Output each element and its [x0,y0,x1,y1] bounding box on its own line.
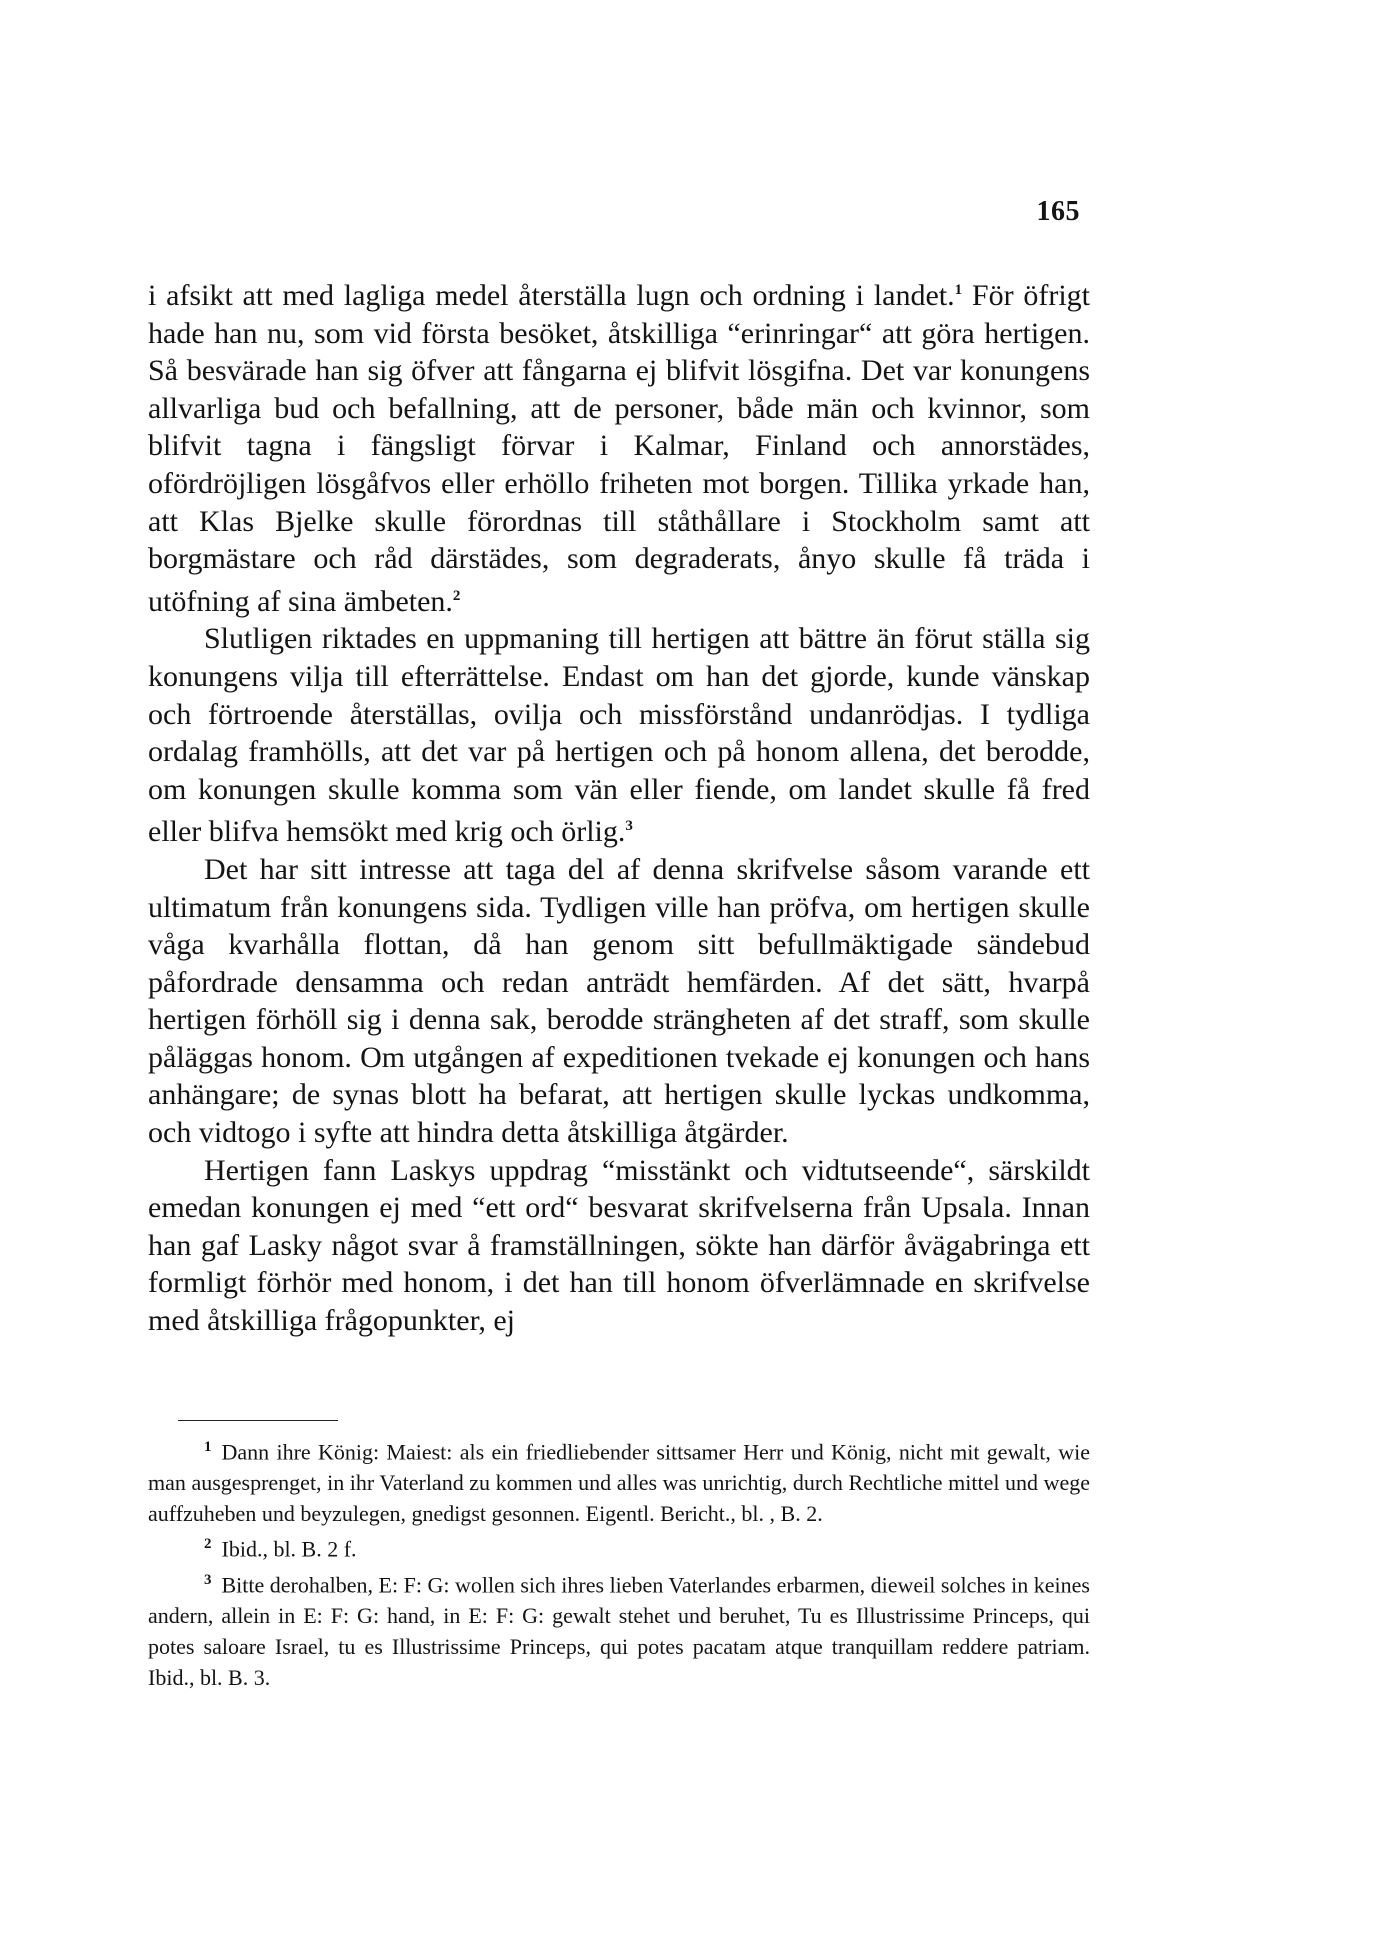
footnote-reference: 2 [452,587,461,604]
footnote-text: Dann ihre König: Maiest: als ein friedliebender sittsamer Herr und König, nicht mit gewalt, wie man ausgesprenget, in ihr Vaterland zu kommen und alles was unrichtig, durch Rechtliche mittel und wege auffzuheben und beyzulegen, gnedigst gesonnen. Eigentl. Bericht., bl. , B. 2. [148,1439,1090,1527]
footnotes [148,1432,1090,1693]
footnote-marker: 3 [204,1571,212,1588]
paragraph [148,272,1090,620]
paragraph [148,1152,1090,1340]
text-run: Det har sitt intresse att taga del af denna skrifvelse såsom varande ett ultimatum från konungens sida. Tydligen ville han pröfva, om hertigen skulle våga kvarhålla flottan, då han genom sitt befullmäktigade sändebud påfordrade densamma och redan anträdt hemfärden. Af det sätt, hvarpå hertigen förhöll sig i denna sak, berodde strängheten af det straff, som skulle påläggas honom. Om utgången af expeditionen tvekade ej konungen och hans anhängare; de synas blott ha befarat, att hertigen skulle lyckas undkomma, och vidtogo i syfte att hindra detta åtskilliga åtgärder. [148,852,1090,1150]
footnote-text: Bitte derohalben, E: F: G: wollen sich ihres lieben Vaterlandes erbarmen, dieweil solches in keines andern, allein in E: F: G: hand, in E: F: G: gewalt stehet und beruhet, Tu es Illustrissime Princeps, qui potes saloare Israel, tu es Illustrissime Princeps, qui potes pacatam atque tranquillam reddere patriam. Ibid., bl. B. 3. [148,1571,1090,1690]
main-text [148,272,1090,1340]
footnote [148,1432,1090,1529]
paragraph [148,851,1090,1152]
paragraph [148,620,1090,851]
footnote-marker: 1 [204,1439,212,1455]
footnote-divider [178,1420,338,1421]
text-run: För öfrigt hade han nu, som vid första besöket, åtskilliga “erinringar“ att göra hertigen. Så besvärade han sig öfver att fångarna ej blifvit lösgifna. Det var konungens allvarliga bud och befallning, att de personer, både män och kvinnor, som blifvit tagna i fängsligt förvar i Kalmar, Finland och annorstädes, ofördröjligen lösgåfvos eller erhöllo friheten mot borgen. Tillika yrkade han, att Klas Bjelke skulle förordnas till ståthållare i Stockholm samt att borgmästare och råd därstädes, som degraderats, ånyo skulle få träda i utöfning af sina ämbeten. [148,279,1091,618]
text-run: Slutligen riktades en uppmaning till hertigen att bättre än förut ställa sig konungens vilja till efterrättelse. Endast om han det gjorde, kunde vänskap och förtroende återställas, ovilja och missförstånd undanrödjas. I tydliga ordalag framhölls, att det var på hertigen och på honom allena, det berodde, om konungen skulle komma som vän eller fiende, om landet skulle få fred eller blifva hemsökt med krig och örlig. [148,622,1090,849]
footnote-text: Ibid., bl. B. 2 f. [221,1536,357,1562]
footnote-marker: 2 [204,1536,212,1553]
page-number: 165 [1036,196,1080,227]
footnote [148,1529,1090,1564]
footnote [148,1565,1090,1693]
text-run: Hertigen fann Laskys uppdrag “misstänkt och vidtutseende“, särskildt emedan konungen ej med “ett ord“ besvarat skrifvelserna från Upsala. Innan han gaf Lasky något svar å framställningen, sökte han därför åvägabringa ett formligt förhör med honom, i det han till honom öfverlämnade en skrifvelse med åtskilliga frågopunkter, ej [148,1153,1090,1338]
footnote-reference: 1 [954,282,963,298]
footnote-reference: 3 [625,818,633,835]
text-run: i afsikt att med lagliga medel återställa lugn och ordning i landet. [148,279,955,312]
